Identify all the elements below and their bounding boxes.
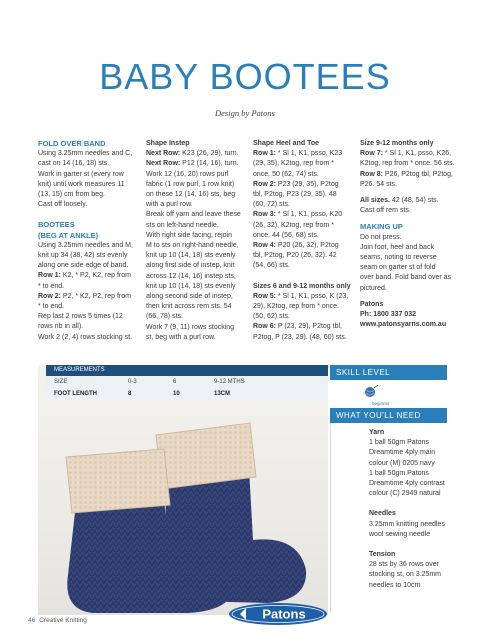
magazine-name: Creative Knitting: [39, 617, 87, 624]
patons-logo: [228, 602, 328, 626]
text-line: Dreamtime 4ply contrast: [369, 480, 445, 488]
sizes-heading: Sizes 6 and 9-12 months only: [253, 282, 351, 290]
text-line: Using 3.25mm needles and C,: [38, 150, 133, 158]
row-instruction: [253, 292, 356, 302]
text-line: (54, 66) sts.: [253, 262, 290, 270]
shape-instep-heading: Shape Instep: [146, 140, 190, 147]
text-line: K2tog, rep from * once. 56 sts.: [360, 160, 455, 168]
table-cell: 6: [173, 379, 177, 385]
row-instruction: [360, 170, 463, 180]
table-cell: 10: [173, 391, 180, 397]
text-line: Work in garter st (every row: [38, 170, 124, 178]
yarn-heading: Yarn: [369, 429, 385, 436]
skill-level-heading: SKILL LEVEL: [330, 365, 447, 380]
row-instruction: [253, 210, 356, 220]
text-line: * to end.: [38, 303, 65, 311]
text-line: over band. Fold band over as: [360, 274, 452, 282]
row-label: Row 1:: [38, 272, 61, 280]
measurements-table: [46, 365, 328, 402]
row-text: * Sl 1, K1, psso, K26,: [382, 150, 452, 158]
bootees-subheading: (BEG AT ANKLE): [38, 230, 99, 240]
row-instruction: [146, 149, 248, 159]
text-line: along one side edge of band.: [38, 262, 129, 270]
measurements-heading: MEASUREMENTS: [54, 367, 105, 373]
row-label: Row 8:: [360, 170, 383, 178]
row-instruction: [253, 322, 356, 332]
table-heading: [46, 365, 328, 376]
column-shape-instep: [146, 139, 248, 343]
text-line: needles to 10cm: [369, 581, 421, 589]
row-text: P2, * K2, P2, rep from: [60, 292, 131, 300]
table-cell: 8: [128, 391, 132, 397]
text-line: (26, 32), K2tog, rep from *: [253, 221, 334, 229]
text-line: Using 3.25mm needles and M,: [38, 241, 133, 249]
text-line: once. 44 (56, 68) sts.: [253, 231, 319, 239]
table-cell: 9-12 MTHS: [214, 379, 245, 385]
row-instruction: [360, 149, 463, 159]
divider: [330, 423, 331, 613]
text-line: (29, 35), K2tog, rep from *: [253, 160, 334, 168]
text-line: P26. 54 sts.: [360, 180, 397, 188]
materials-list: [369, 428, 464, 591]
text-line: with a purl row.: [146, 201, 193, 209]
text-line: tbl, P2tog, P20 (26, 32). 42: [253, 252, 337, 260]
row-label: Row 2:: [253, 180, 276, 188]
website-link[interactable]: www.patonsyarns.com.au: [360, 321, 447, 329]
table-cell: FOOT LENGTH: [54, 391, 97, 397]
design-byline: Design by Patons: [215, 108, 275, 118]
text-line: Break off yarn and leave these: [146, 211, 241, 219]
making-up-heading: MAKING UP: [360, 222, 403, 232]
row-text: * Sl 1, K1, psso, K23: [275, 150, 343, 158]
what-you-need-heading: WHAT YOU'LL NEED: [330, 408, 447, 423]
row-text: * Sl 1, K1, psso, K (23,: [275, 292, 349, 300]
text-line: Work 7 (9, 11) rows stocking: [146, 323, 235, 331]
row-label: Row 1:: [253, 150, 276, 158]
text-line: M to sts on right-hand needle,: [146, 242, 239, 250]
text-line: 1 ball 50gm Patons: [369, 469, 429, 477]
row-instruction: [38, 292, 141, 302]
row-instruction: [253, 149, 356, 159]
text-line: sts on left-hand needle.: [146, 221, 219, 229]
text-line: knit up 10 (14, 18) sts evenly: [146, 282, 236, 290]
row-text: P23 (29, 35), P2tog: [275, 180, 339, 188]
table-row: [46, 376, 328, 388]
row-text: K23 (26, 29), turn.: [180, 150, 239, 158]
bootees-illustration: [38, 365, 328, 615]
text-line: (50, 62) sts.: [253, 313, 290, 321]
text-line: st, beg with a purl row.: [146, 333, 216, 341]
text-line: once. 50 (62, 74) sts.: [253, 170, 319, 178]
row-instruction: [146, 159, 248, 169]
shape-heel-heading: Shape Heel and Toe: [253, 140, 319, 147]
text-line: knit up 10 (14, 18) sts evenly: [146, 252, 236, 260]
row-label: Next Row:: [146, 150, 181, 158]
text-line: cast on 14 (16, 18) sts.: [38, 160, 110, 168]
text-line: fabric (1 row purl, 1 row knit): [146, 180, 235, 188]
text-line: then knit across rem sts. 54: [146, 303, 232, 311]
text-line: Work 12 (16, 20) rows purl: [146, 170, 229, 178]
row-label: All sizes.: [360, 197, 390, 205]
needles-heading: Needles: [369, 510, 396, 518]
text-line: Join foot, heel and back: [360, 243, 434, 251]
page-number: 46: [28, 617, 36, 624]
tension-heading: Tension: [369, 551, 396, 559]
text-line: colour (M) 0205 navy: [369, 459, 435, 467]
text-line: stocking st, on 3.25mm: [369, 571, 441, 579]
brand-name: Patons: [360, 300, 384, 308]
row-instruction: [253, 180, 356, 190]
text-line: Cast off rem sts.: [360, 207, 411, 215]
row-label: Row 2:: [38, 292, 61, 300]
text-line: tbl, P2tog, P23 (29, 35). 48: [253, 191, 337, 199]
text-line: 1 ball 50gm Patons: [369, 439, 429, 447]
text-line: Work 2 (2, 4) rows stocking st.: [38, 333, 133, 341]
row-label: Row 6:: [253, 323, 276, 331]
text-line: 3.25mm knitting needles: [369, 520, 445, 528]
page-title: BABY BOOTEES: [99, 56, 391, 97]
table-cell: 0-3: [128, 379, 137, 385]
bootees-photo: [38, 365, 328, 615]
table-cell: 13CM: [214, 391, 231, 397]
text-line: knit) until work measures 11: [38, 180, 125, 188]
text-line: seam on garter st of fold: [360, 264, 436, 272]
text-line: 29), K2tog, rep from * once.: [253, 303, 339, 311]
row-label: Row 7:: [360, 150, 383, 158]
text-line: rows rib in all).: [38, 323, 84, 331]
row-instruction: [360, 196, 463, 206]
text-line: seams, noting to reverse: [360, 254, 437, 262]
fold-band-heading: FOLD OVER BAND: [38, 139, 106, 148]
row-text: P20 (26, 32), P2tog: [275, 242, 339, 250]
row-label: Next Row:: [146, 160, 181, 168]
text-line: along second side of instep,: [146, 293, 233, 301]
text-line: colour (C) 2949 natural: [369, 490, 441, 498]
row-text: P12 (14, 16), turn.: [180, 160, 239, 168]
table-cell: SIZE: [54, 379, 68, 385]
text-line: Do not press.: [360, 233, 402, 241]
text-line: Cast off loosely.: [38, 201, 88, 209]
text-line: wool sewing needle: [369, 530, 431, 538]
row-label: Row 4:: [253, 242, 276, 250]
row-text: P (23, 29), P2tog tbl,: [275, 323, 342, 331]
text-line: (66, 78) sts.: [146, 313, 183, 321]
phone-number: Ph: 1800 337 032: [360, 311, 417, 319]
column-finishing: [360, 139, 463, 330]
text-line: across 12 (14, 16) instep sts,: [146, 272, 236, 280]
table-row: [46, 388, 328, 400]
text-line: Rep last 2 rows 5 times (12: [38, 313, 123, 321]
row-label: Row 3:: [253, 211, 276, 219]
row-text: K2, * P2, K2, rep from: [60, 272, 131, 280]
text-line: * to end.: [38, 282, 65, 290]
row-text: * Sl 1, K1, psso, K20: [275, 211, 343, 219]
row-text: P26, P2tog tbl, P2tog,: [382, 170, 454, 178]
row-label: Row 5:: [253, 292, 276, 300]
text-line: (13, 15) cm from beg.: [38, 191, 105, 199]
size-9-12-heading: Size 9-12 months only: [360, 140, 434, 147]
column-shape-heel-toe: [253, 139, 356, 343]
text-line: along first side of instep, knit: [146, 262, 235, 270]
text-line: on these 12 (14, 16) sts, beg: [146, 191, 236, 199]
text-line: (60, 72) sts.: [253, 201, 290, 209]
text-line: P2tog, P (23, 29). (48, 60) sts.: [253, 333, 347, 341]
text-line: Dreamtime 4ply main: [369, 449, 436, 457]
row-instruction: [253, 241, 356, 251]
skill-level-value: beginner: [372, 401, 390, 406]
bootees-heading: BOOTEES: [38, 220, 75, 230]
text-line: pictured.: [360, 284, 387, 292]
text-line: 28 sts by 36 rows over: [369, 561, 440, 569]
column-fold-over-band: [38, 139, 141, 343]
row-instruction: [38, 271, 141, 281]
row-text: 42 (48, 54) sts.: [389, 197, 439, 205]
text-line: With right side facing, rejoin: [146, 231, 232, 239]
logo-text: Patons: [262, 606, 306, 622]
text-line: knit up 34 (38, 42) sts evenly: [38, 252, 128, 260]
page-footer: [28, 617, 87, 624]
